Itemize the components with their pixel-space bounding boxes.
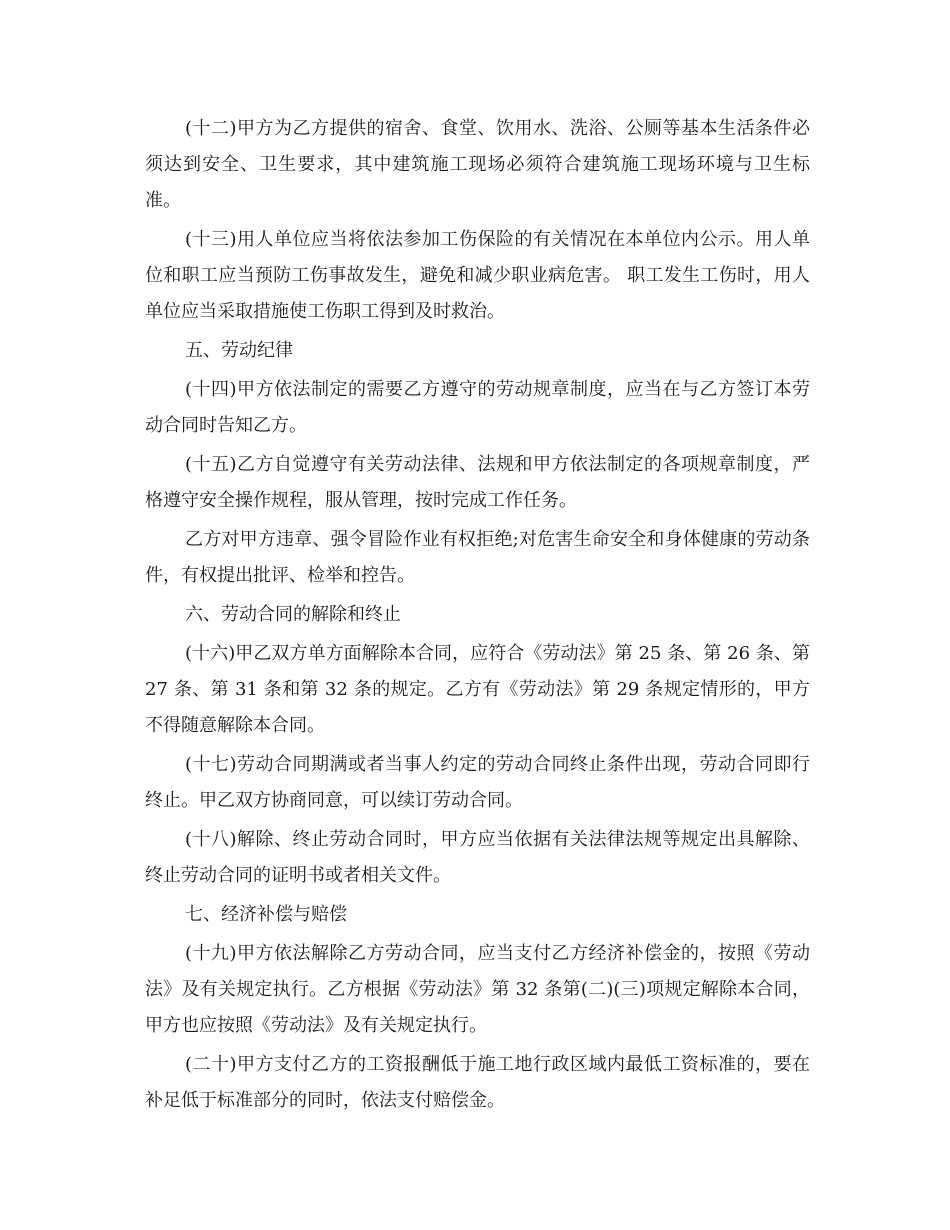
clause-14: (十四)甲方依法制定的需要乙方遵守的劳动规章制度，应当在与乙方签订本劳动合同时告知乙方。 bbox=[145, 379, 810, 436]
section-heading-termination: 六、劳动合同的解除和终止 bbox=[185, 604, 401, 625]
clause-18: (十八)解除、终止劳动合同时，甲方应当依据有关法律法规等规定出具解除、终止劳动合同的证明书或者相关文件。 bbox=[145, 829, 810, 886]
section-heading-compensation: 七、经济补偿与赔偿 bbox=[185, 904, 347, 925]
clause-15-continued: 乙方对甲方违章、强令冒险作业有权拒绝;对危害生命安全和身体健康的劳动条件，有权提出批评、检举和控告。 bbox=[145, 529, 810, 586]
clause-15: (十五)乙方自觉遵守有关劳动法律、法规和甲方依法制定的各项规章制度，严格遵守安全操作规程，服从管理，按时完成工作任务。 bbox=[145, 454, 810, 511]
clause-13: (十三)用人单位应当将依法参加工伤保险的有关情况在本单位内公示。用人单位和职工应当预防工伤事故发生，避免和减少职业病危害。 职工发生工伤时，用人单位应当采取措施使工伤职工得到及时救治。 bbox=[145, 229, 810, 322]
clause-20: (二十)甲方支付乙方的工资报酬低于施工地行政区域内最低工资标准的，要在补足低于标准部分的同时，依法支付赔偿金。 bbox=[145, 1054, 810, 1111]
clause-12: (十二)甲方为乙方提供的宿舍、食堂、饮用水、洗浴、公厕等基本生活条件必须达到安全、卫生要求，其中建筑施工现场必须符合建筑施工现场环境与卫生标准。 bbox=[145, 118, 810, 211]
clause-17: (十七)劳动合同期满或者当事人约定的劳动合同终止条件出现，劳动合同即行终止。甲乙双方协商同意，可以续订劳动合同。 bbox=[145, 754, 810, 811]
clause-19: (十九)甲方依法解除乙方劳动合同，应当支付乙方经济补偿金的，按照《劳动法》及有关规定执行。乙方根据《劳动法》第 32 条第(二)(三)项规定解除本合同，甲方也应按照《劳动法》及有关规定执行。 bbox=[145, 943, 810, 1036]
clause-16: (十六)甲乙双方单方面解除本合同，应符合《劳动法》第 25 条、第 26 条、第 27 条、第 31 条和第 32 条的规定。乙方有《劳动法》第 29 条规定情形的，甲方不得随意解除本合同。 bbox=[145, 643, 810, 736]
section-heading-labor-discipline: 五、劳动纪律 bbox=[185, 340, 293, 361]
document-body bbox=[145, 111, 810, 1122]
